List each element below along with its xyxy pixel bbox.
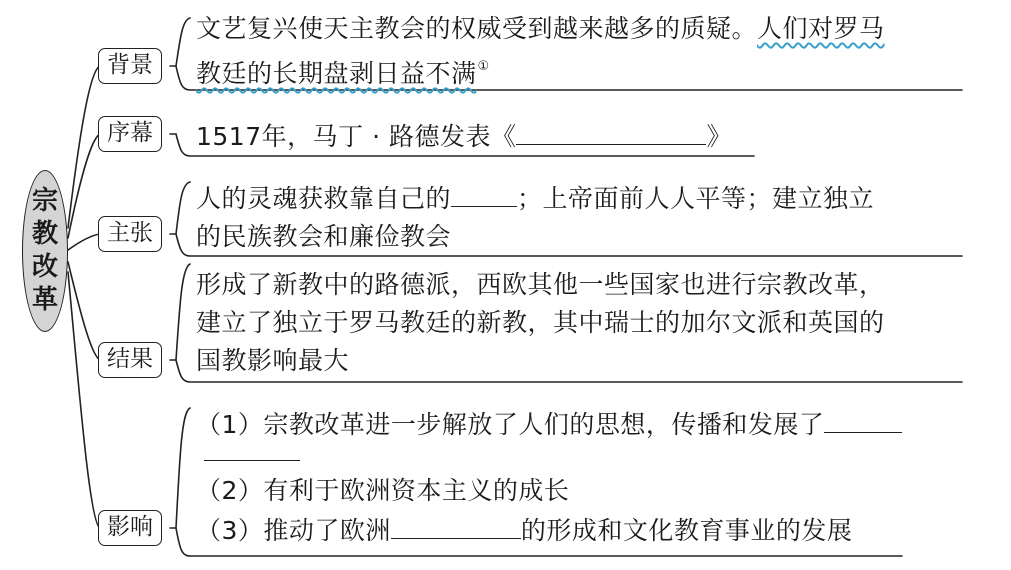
impact-blank-1a [824, 408, 902, 433]
footnote-marker: ① [477, 59, 490, 74]
impact-text: （1）宗教改革进一步解放了人们的思想，传播和发展了 [196, 410, 825, 439]
node-impact: 影响 [98, 510, 162, 546]
root-char: 教 [31, 219, 58, 249]
impact-item-2: （2）有利于欧洲资本主义的成长 [196, 476, 570, 505]
claims-blank [451, 182, 517, 207]
background-text: 文艺复兴使天主教会的权威受到越来越多的质疑。 [196, 14, 758, 43]
root-char: 革 [31, 285, 58, 315]
node-result: 结果 [98, 342, 162, 378]
root-node-religious-reform [22, 170, 68, 332]
background-emphasis: 教廷的长期盘剥日益不满 [196, 59, 477, 88]
prelude-suffix: 》 [706, 122, 732, 151]
background-emphasis: 人们对罗马 [757, 14, 885, 43]
claims-line-2: 的民族教会和廉俭教会 [196, 222, 452, 251]
impact-text: （3）推动了欧洲 [196, 516, 391, 545]
branch-line-yx [68, 272, 100, 528]
background-line-1 [196, 12, 885, 46]
result-line-2: 建立了独立于罗马教廷的新教，其中瑞士的加尔文派和英国的 [196, 308, 885, 337]
node-prelude: 序幕 [98, 116, 162, 152]
root-char: 改 [31, 252, 58, 282]
branch-line-zz [68, 234, 100, 250]
node-background: 背景 [98, 48, 162, 84]
impact-item-1 [196, 408, 902, 442]
claims-line-1 [196, 182, 874, 216]
impact-item-1-cont [204, 436, 300, 470]
impact-blank-1b [204, 436, 300, 461]
branch-line-bg [68, 66, 100, 228]
background-line-2 [196, 50, 490, 91]
claims-text: 人的灵魂获救靠自己的 [196, 184, 452, 213]
impact-blank-3 [391, 514, 521, 539]
claims-text: ；上帝面前人人平等；建立独立 [517, 184, 875, 213]
branch-line-jg [68, 262, 100, 360]
impact-text: 的形成和文化教育事业的发展 [520, 516, 853, 545]
root-char: 宗 [31, 186, 58, 216]
prelude-prefix: 1517年，马丁 · 路德发表《 [196, 122, 517, 151]
prelude-line [196, 120, 732, 154]
prelude-blank [516, 120, 706, 145]
result-line-1: 形成了新教中的路德派，西欧其他一些国家也进行宗教改革， [196, 270, 885, 299]
node-claims: 主张 [98, 216, 162, 252]
result-line-3: 国教影响最大 [196, 346, 350, 375]
impact-item-3 [196, 514, 852, 548]
